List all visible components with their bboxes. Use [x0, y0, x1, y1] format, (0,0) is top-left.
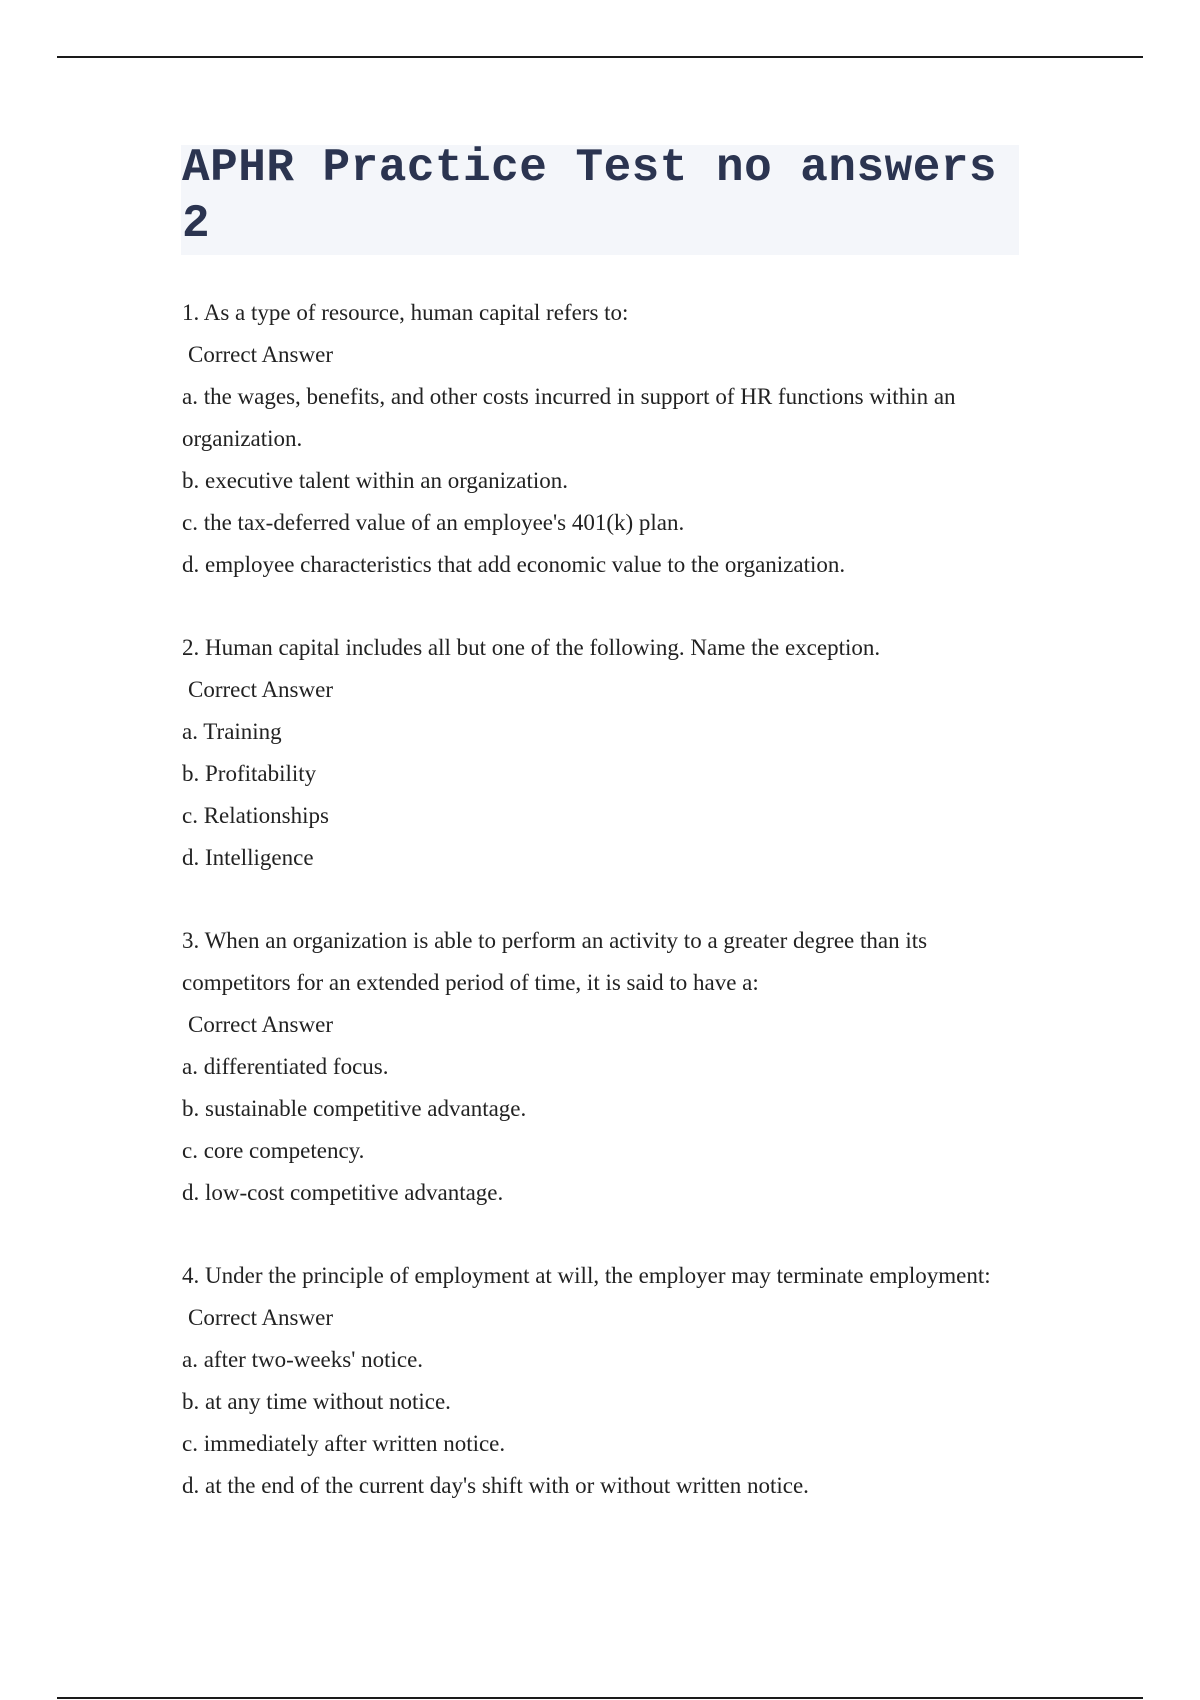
question-prompt: 2. Human capital includes all but one of the following. Name the exception. — [182, 635, 881, 660]
question-prompt: 4. Under the principle of employment at will, the employer may terminate employment: — [182, 1263, 991, 1288]
answer-option-b: b. executive talent within an organization. — [182, 468, 568, 493]
top-divider — [57, 56, 1143, 58]
answer-option-d: d. low-cost competitive advantage. — [182, 1180, 504, 1205]
correct-answer-label: Correct Answer — [188, 1012, 333, 1037]
answer-option-d: d. Intelligence — [182, 845, 314, 870]
document-title: APHR Practice Test no answers 2 — [182, 142, 998, 250]
answer-option-a: a. the wages, benefits, and other costs incurred in support of HR functions within an organization. — [182, 384, 962, 451]
question-3 — [182, 920, 1022, 1214]
answer-option-b: b. sustainable competitive advantage. — [182, 1096, 527, 1121]
answer-option-c: c. the tax-deferred value of an employee's 401(k) plan. — [182, 510, 685, 535]
correct-answer-label: Correct Answer — [188, 342, 333, 367]
answer-option-d: d. employee characteristics that add economic value to the organization. — [182, 552, 846, 577]
answer-option-c: c. immediately after written notice. — [182, 1431, 506, 1456]
answer-option-c: c. Relationships — [182, 803, 329, 828]
bottom-divider — [57, 1697, 1143, 1699]
answer-option-a: a. after two-weeks' notice. — [182, 1347, 424, 1372]
answer-option-b: b. Profitability — [182, 761, 317, 786]
answer-option-a: a. differentiated focus. — [182, 1054, 389, 1079]
question-list — [182, 292, 1022, 1548]
answer-option-c: c. core competency. — [182, 1138, 365, 1163]
question-2 — [182, 627, 1022, 879]
answer-option-a: a. Training — [182, 719, 282, 744]
question-prompt: 3. When an organization is able to perform an activity to a greater degree than its competitors for an extended period of time, it is said to have a: — [182, 928, 933, 995]
correct-answer-label: Correct Answer — [188, 677, 333, 702]
question-4 — [182, 1255, 1022, 1507]
correct-answer-label: Correct Answer — [188, 1305, 333, 1330]
answer-option-b: b. at any time without notice. — [182, 1389, 451, 1414]
answer-option-d: d. at the end of the current day's shift with or without written notice. — [182, 1473, 809, 1498]
question-1 — [182, 292, 1022, 586]
question-prompt: 1. As a type of resource, human capital refers to: — [182, 300, 629, 325]
